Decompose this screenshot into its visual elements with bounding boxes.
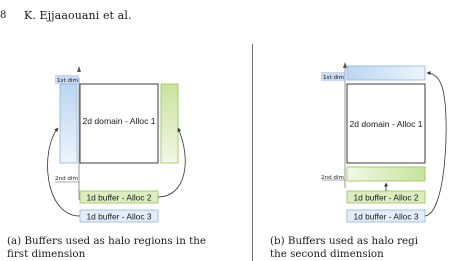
caption-a-line2: first dimension: [7, 247, 86, 260]
caption-b-line1: (b) Buffers used as halo regi: [270, 235, 418, 247]
fig-a-dim2-label: 2nd dim: [55, 176, 78, 182]
fig-b-dim1-label: 1st dim: [323, 75, 344, 81]
fig-a-dim1-label: 1st dim: [57, 78, 78, 84]
figure-b: [321, 62, 446, 222]
fig-b-axis-arrowhead: [343, 62, 347, 68]
fig-a-halo-buffer-right: [161, 84, 178, 163]
fig-a-axis-arrowhead: [77, 66, 81, 72]
running-head-authors: K. Ejjaaouani et al.: [24, 9, 132, 22]
fig-b-dim2-label: 2nd dim: [321, 175, 344, 181]
fig-b-buffer-alloc3-label: 1d buffer - Alloc 3: [353, 211, 419, 222]
fig-b-arrow-alloc3-to-top: [425, 73, 446, 216]
fig-a-domain-label: 2d domain - Alloc 1: [82, 116, 156, 126]
fig-b-buffer-alloc2-label: 1d buffer - Alloc 2: [353, 192, 419, 203]
caption-a-line1: (a) Buffers used as halo regions in the: [7, 235, 206, 247]
fig-b-domain-label: 2d domain - Alloc 1: [349, 119, 423, 129]
fig-a-buffer-alloc3-label: 1d buffer - Alloc 3: [86, 211, 152, 222]
fig-b-halo-buffer-bottom: [347, 167, 425, 181]
caption-b-line2: the second dimension: [270, 247, 384, 260]
caption-a: [7, 235, 206, 260]
fig-a-halo-buffer-left: [60, 84, 77, 163]
caption-b: [270, 235, 418, 260]
fig-b-halo-buffer-top: [347, 66, 425, 80]
fig-a-buffer-alloc2-label: 1d buffer - Alloc 2: [86, 192, 152, 203]
page-number: 8: [0, 10, 7, 21]
figure-a: [48, 66, 186, 222]
